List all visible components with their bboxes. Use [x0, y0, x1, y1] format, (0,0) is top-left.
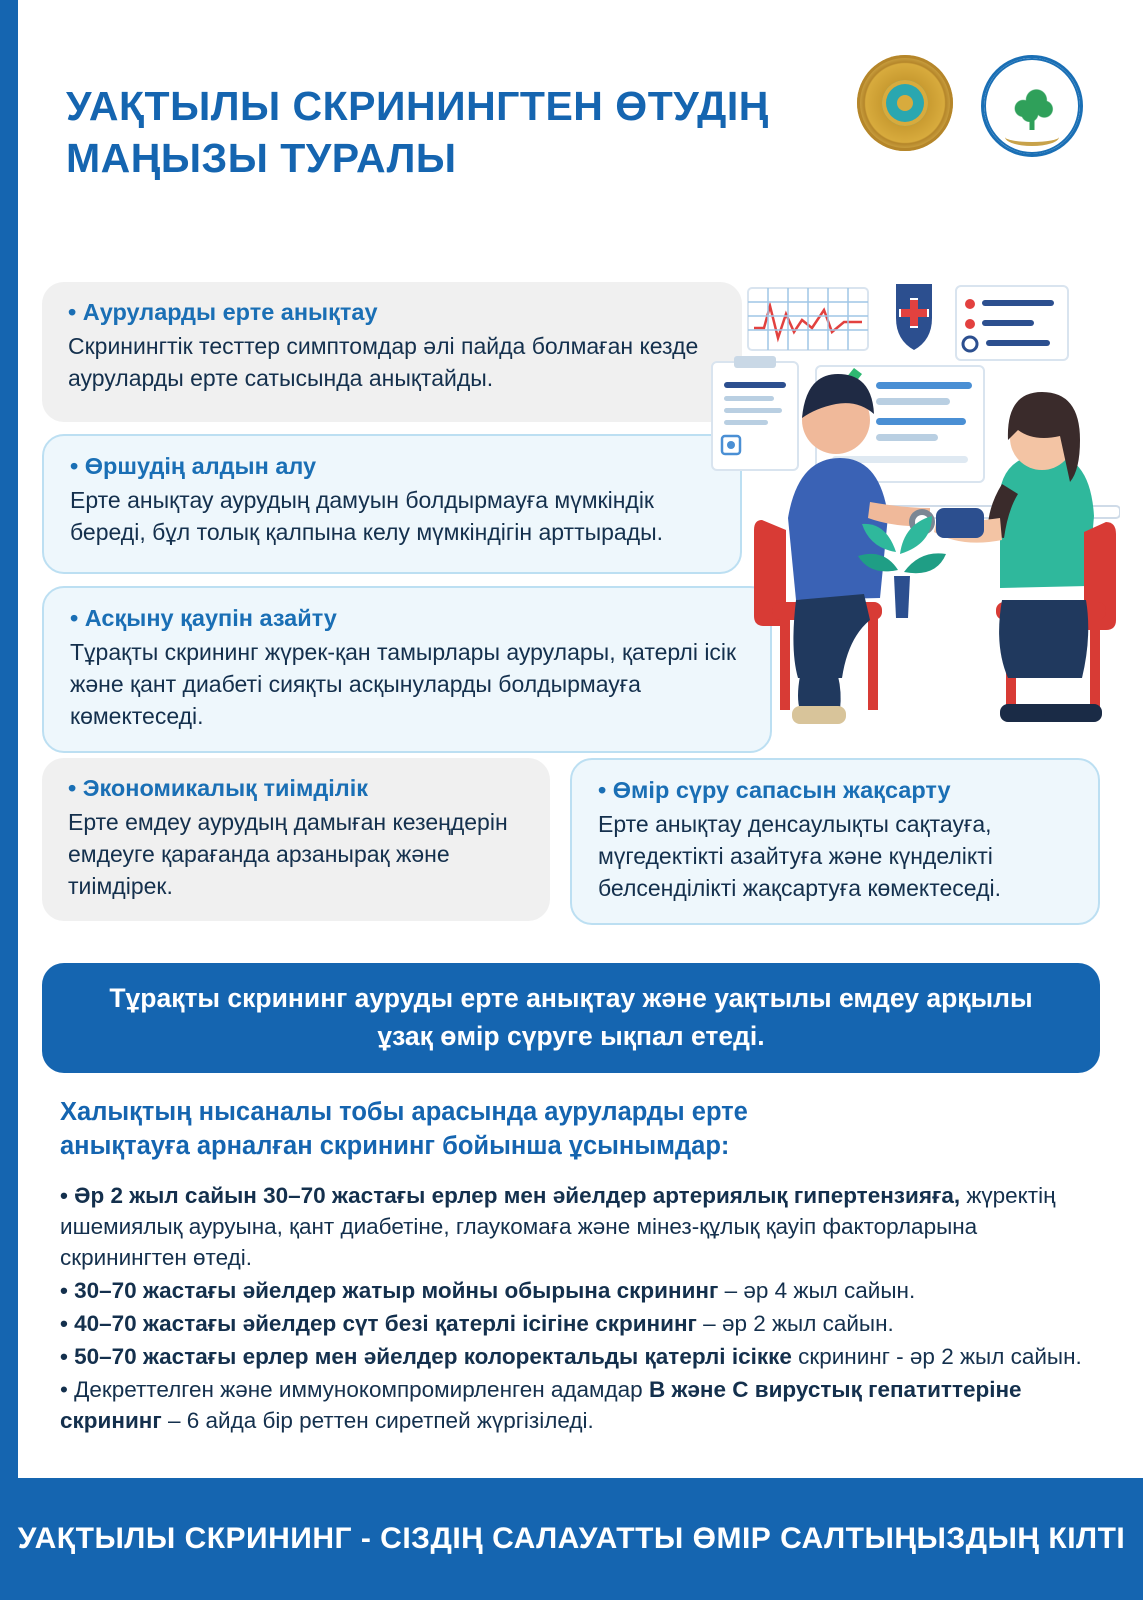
rec-rest: – әр 2 жыл сайын.: [696, 1311, 894, 1337]
card-text: Ерте анықтау аурудың дамуын болдырмауға мүмкіндік береді, бұл толық қалпына келу мүмкіндігін арттырады.: [70, 487, 664, 546]
doctor-measuring-blood-pressure-illustration: [700, 270, 1120, 740]
rec-bold: • 40–70 жастағы әйелдер сүт безі қатерлі ісігіне скрининг: [60, 1311, 697, 1337]
recommendations-title: Халықтың нысаналы тобы арасында ауруларды ерте анықтауға арналған скрининг бойынша ұсынымдар:: [60, 1098, 748, 1161]
benefit-card-quality-of-life: [570, 758, 1100, 925]
benefit-card-early-detection: [42, 282, 742, 422]
header: [0, 0, 1143, 250]
rec-bold: • 50–70 жастағы ерлер мен әйелдер колоректальды қатерлі ісікке: [60, 1344, 792, 1370]
card-heading: • Өршудің алдын алу: [70, 453, 317, 479]
benefit-card-economic-efficiency: [42, 758, 550, 921]
card-heading: • Экономикалық тиімділік: [68, 775, 369, 801]
page-title: УАҚТЫЛЫ СКРИНИНГТЕН ӨТУДІҢ МАҢЫЗЫ ТУРАЛЫ: [66, 83, 769, 182]
list-item: [60, 1308, 1090, 1339]
rec-rest: – әр 4 жыл сайын.: [718, 1277, 916, 1303]
card-heading: • Асқыну қаупін азайту: [70, 605, 337, 631]
national-healthcare-center-emblem-icon: [981, 55, 1083, 157]
banner-text: Тұрақты скрининг ауруды ерте анықтау және уақтылы емдеу арқылы ұзақ өмір сүруге ықпал етеді.: [109, 983, 1033, 1051]
rec-bold: • Әр 2 жыл сайын 30–70 жастағы ерлер мен әйелдер артериялық гипертензияға,: [60, 1182, 961, 1208]
recommendations-section: [60, 1095, 1090, 1438]
benefit-card-progression-prevention: [42, 434, 742, 574]
list-item: [60, 1275, 1090, 1306]
list-item: [60, 1180, 1090, 1273]
list-item: [60, 1341, 1090, 1372]
footer-banner: [0, 1478, 1143, 1600]
recommendations-list: [60, 1180, 1090, 1436]
card-text: Ерте емдеу аурудың дамыған кезеңдерін емдеуге қарағанда арзанырақ және тиімдірек.: [68, 809, 508, 899]
card-heading: • Ауруларды ерте анықтау: [68, 299, 378, 325]
card-text: Скринингтік тесттер симптомдар әлі пайда болмаған кезде ауруларды ерте сатысында анықтайды.: [68, 333, 699, 392]
card-heading: • Өмір сүру сапасын жақсарту: [598, 777, 951, 803]
benefit-card-complication-risk: [42, 586, 772, 753]
rec-bold: • 30–70 жастағы әйелдер жатыр мойны обырына скрининг: [60, 1277, 719, 1303]
highlight-banner: [42, 963, 1100, 1073]
kazakhstan-state-emblem-icon: [857, 55, 953, 151]
emblem-group: [857, 55, 1083, 157]
rec-rest-2: – 6 айда бір реттен сиретпей жүргізіледі.: [161, 1408, 594, 1434]
card-text: Тұрақты скрининг жүрек-қан тамырлары аурулары, қатерлі ісік және қант диабеті сияқты асқынуларды болдырмауға көмектеседі.: [70, 639, 737, 729]
card-text: Ерте анықтау денсаулықты сақтауға, мүгедектікті азайтуға және күнделікті белсенділікті жақсартуға көмектеседі.: [598, 811, 1002, 901]
rec-rest: жүректің ишемиялық ауруына, қант диабетіне, глаукомаға және мінез-құлық қауіп факторларына скринингтен өтеді.: [60, 1182, 1056, 1270]
list-item: [60, 1374, 1090, 1436]
rec-rest: скрининг - әр 2 жыл сайын.: [791, 1344, 1082, 1370]
rec-rest: • Декреттелген және иммунокомпромирленген адамдар: [60, 1377, 649, 1403]
footer-text: УАҚТЫЛЫ СКРИНИНГ - СІЗДІҢ САЛАУАТТЫ ӨМІР САЛТЫҢЫЗДЫҢ КІЛТІ: [17, 1521, 1126, 1555]
rec-bold: В және С вирустық гепатиттеріне скрининг: [60, 1377, 1022, 1434]
